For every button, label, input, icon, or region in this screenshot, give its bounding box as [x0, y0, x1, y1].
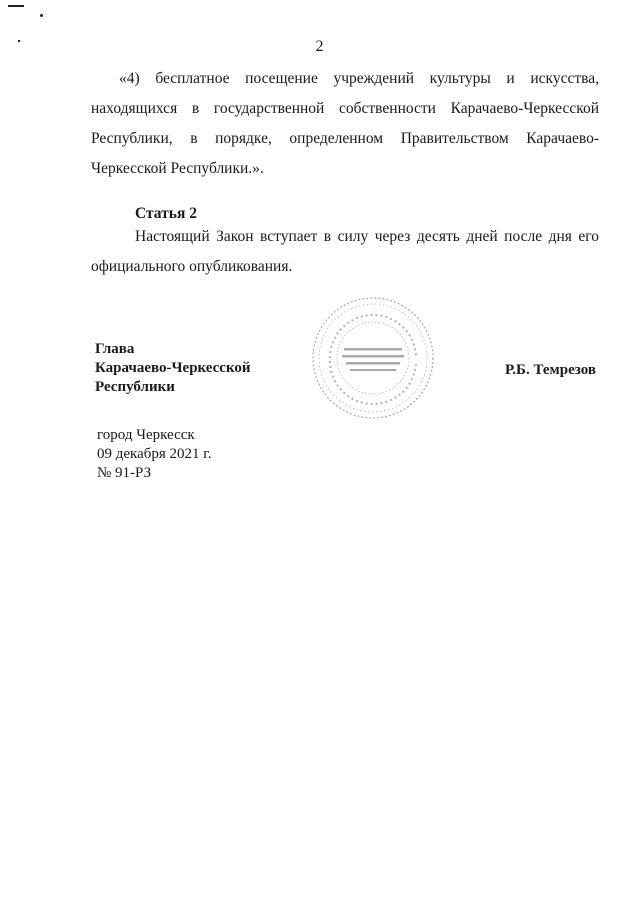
signatory-title	[95, 340, 251, 397]
paragraph-item-4: «4) бесплатное посещение учреждений культуры и искусства, находящихся в государственной собственности Карачаево-Черкесской Республики, в порядке, определенном Правительством Карачаево-Черкесской Республики.».	[91, 70, 599, 177]
date: 09 декабря 2021 г.	[97, 446, 212, 462]
place-and-date	[97, 426, 212, 483]
page-number: 2	[315, 38, 324, 55]
signatory-title-line: Республики	[95, 379, 175, 395]
scan-artifact	[8, 5, 24, 7]
article-text: Настоящий Закон вступает в силу через десять дней после дня его официального опубликования.	[91, 228, 599, 275]
city: город Черкесск	[97, 427, 195, 443]
signer-name: Р.Б. Темрезов	[505, 362, 596, 378]
law-number: № 91-РЗ	[97, 465, 152, 481]
official-seal-stamp	[310, 295, 436, 421]
signatory-title-line: Карачаево-Черкесской	[95, 360, 251, 376]
signatory-title-line: Глава	[95, 341, 135, 357]
scan-artifact	[40, 14, 43, 17]
article-heading: Статья 2	[135, 205, 197, 222]
